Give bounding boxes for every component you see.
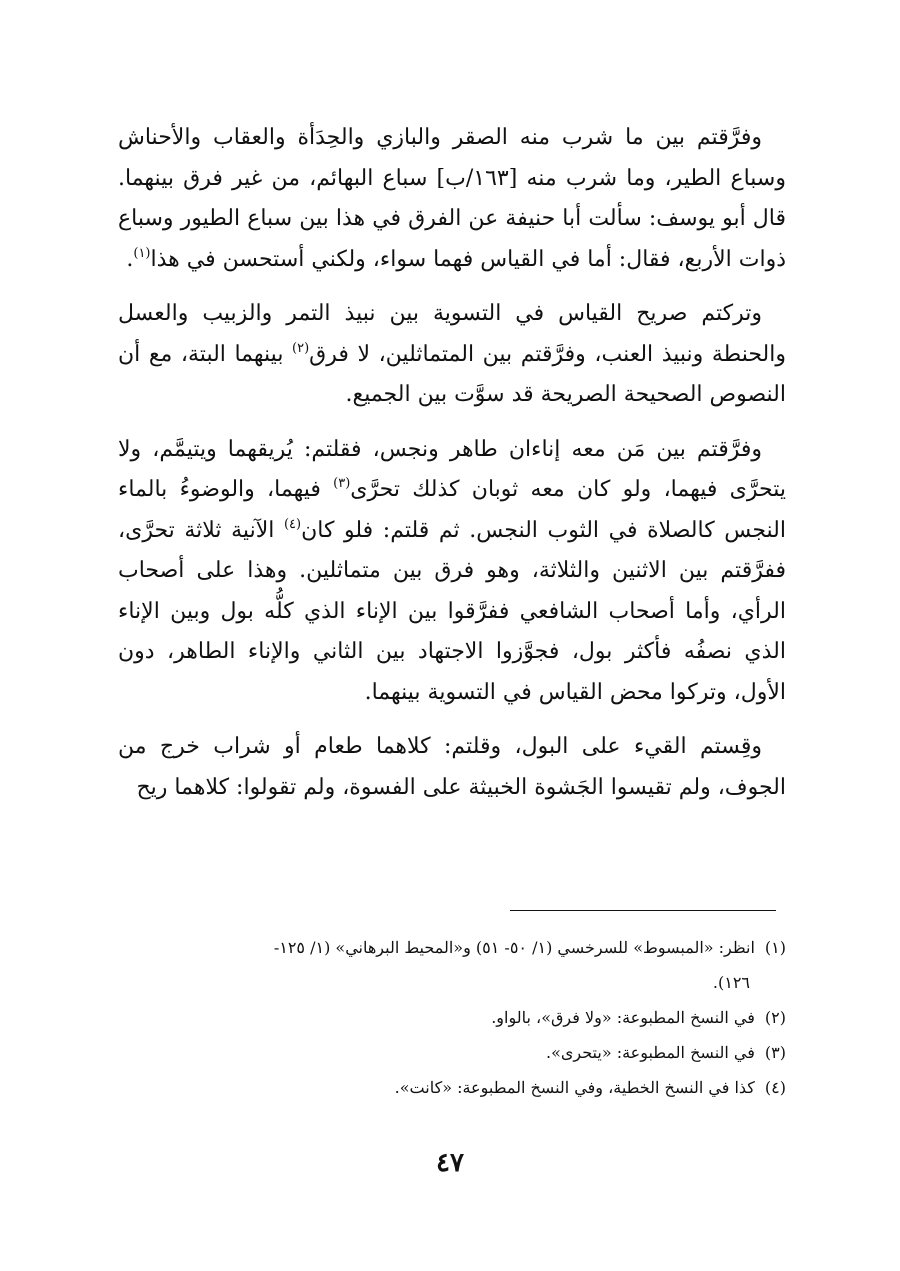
footnote-text: في النسخ المطبوعة: «ولا فرق»، بالواو. [491, 1008, 755, 1027]
paragraph-2 [118, 294, 786, 416]
footnote-ref-3[interactable]: (٣) [333, 476, 351, 491]
paragraph-1-text-a: وفرَّقتم بين ما شرب منه الصقر والبازي والحِدَأة والعقاب والأحناش وسباع الطير، وما شرب منه [١٦٣/ب] سباع البهائم، من غير فرق بينهما. قال أبو يوسف: سألت أبا حنيفة عن الفرق في هذا بين سباع الطيور وسباع ذوات الأربع، فقال: أما في القياس فهما سواء، ولكني أستحسن في هذا [118, 125, 786, 272]
main-text [118, 118, 786, 822]
footnote-number: (٤) [764, 1078, 786, 1097]
paragraph-3-text-b: فيهما، والوضوءُ بالماء النجس كالصلاة في الثوب النجس. ثم قلتم: فلو كان [118, 477, 786, 543]
paragraph-1 [118, 118, 786, 280]
paragraph-4: وقِستم القيء على البول، وقلتم: كلاهما طعام أو شراب خرج من الجوف، ولم تقيسوا الجَشوة الخبيثة على الفسوة، ولم تقولوا: كلاهما ريح [118, 734, 786, 800]
footnote-continuation: ١٢٦). [712, 973, 750, 992]
footnote-3 [118, 1035, 786, 1070]
paragraph-3 [118, 430, 786, 714]
footnote-divider [510, 910, 776, 911]
footnote-ref-4[interactable]: (٤) [283, 516, 302, 532]
footnote-1 [118, 930, 786, 1000]
paragraph-2-text-a: وتركتم صريح القياس في التسوية بين نبيذ التمر والزبيب والعسل والحنطة ونبيذ العنب، وفرَّقتم بين المتماثلين، لا فرق [118, 301, 786, 367]
footnote-text: انظر: «المبسوط» للسرخسي (١/ ٥٠- ٥١) و«المحيط البرهاني» (١/ ١٢٥- [273, 938, 755, 957]
footnote-number: (٣) [764, 1043, 786, 1062]
paragraph-3-text-c: الآنية ثلاثة تحرَّى، ففرَّقتم بين الاثنين والثلاثة، وهو فرق بين متماثلين. وهذا على أصحاب الرأي، وأما أصحاب الشافعي ففرَّقوا بين الإناء الذي كلُّه بول وبين الإناء الذي نصفُه فأكثر بول، فجوَّزوا الاجتهاد بين الثاني والإناء الطاهر، دون الأول، وتركوا محض القياس في التسوية بينهما. [118, 517, 786, 705]
footnotes-section [118, 930, 786, 1105]
footnote-ref-1[interactable]: (١) [133, 245, 151, 261]
footnote-text: في النسخ المطبوعة: «يتحرى». [545, 1043, 755, 1062]
footnote-number: (١) [764, 938, 786, 957]
footnote-ref-2[interactable]: (٢) [292, 340, 310, 356]
footnote-text: كذا في النسخ الخطية، وفي النسخ المطبوعة: «كانت». [394, 1078, 755, 1097]
paragraph-2-text-b: بينهما البتة، مع أن النصوص الصحيحة الصريحة قد سوَّت بين الجميع. [118, 341, 786, 407]
footnote-number: (٢) [764, 1008, 786, 1027]
page-number: ٤٧ [436, 1148, 464, 1178]
footnote-4 [118, 1070, 786, 1105]
footnote-2 [118, 1000, 786, 1035]
paragraph-1-text-b: . [126, 246, 134, 272]
paragraph-3-text-a: وفرَّقتم بين مَن معه إناءان طاهر ونجس، فقلتم: يُريقهما ويتيمَّم، ولا يتحرَّى فيهما، ولو كان معه ثوبان كذلك تحرَّى [118, 436, 786, 502]
